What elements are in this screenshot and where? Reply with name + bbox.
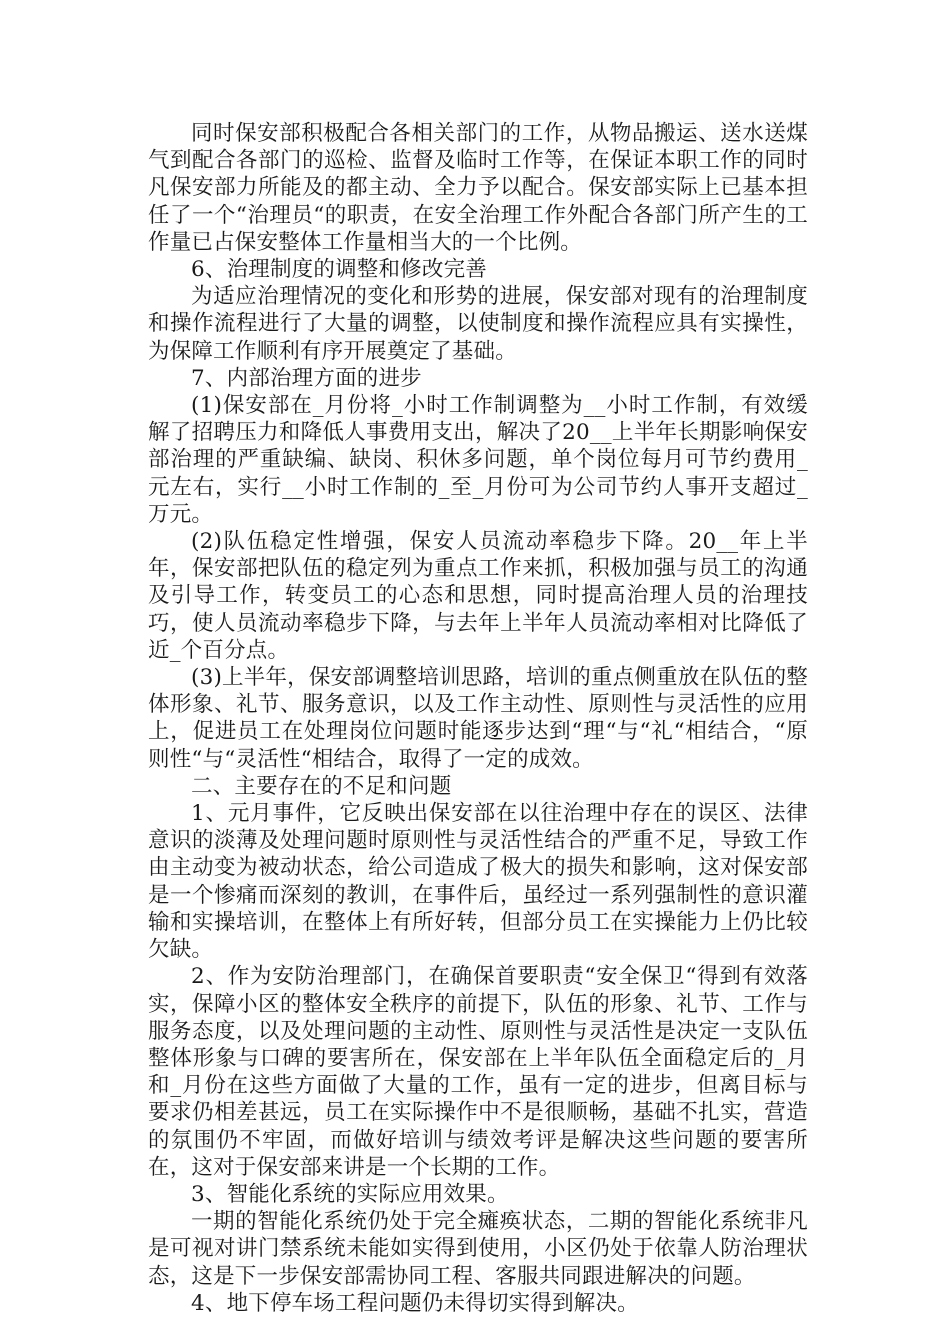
paragraph-training: (3)上半年，保安部调整培训思路，培训的重点侧重放在队伍的整体形象、礼节、服务意识，以及工作主动性、原则性与灵活性的应用上，促进员工在处理岗位问题时能逐步达到“理“与“礼“相结合，“原则性“与“灵活性“相结合，取得了一定的成效。 xyxy=(148,665,808,772)
paragraph-issue-3: 一期的智能化系统仍处于完全瘫痪状态，二期的智能化系统非凡是可视对讲门禁系统未能如实得到使用，小区仍处于依靠人防治理状态，这是下一步保安部需协同工程、客服共同跟进解决的问题。 xyxy=(148,1209,808,1289)
paragraph-issue-2: 2、作为安防治理部门，在确保首要职责“安全保卫“得到有效落实，保障小区的整体安全秩序的前提下，队伍的形象、礼节、工作与服务态度，以及处理问题的主动性、原则性与灵活性是决定一支队伍整体形象与口碑的要害所在，保安部在上半年队伍全面稳定后的_月和_月份在这些方面做了大量的工作，虽有一定的进步，但离目标与要求仍相差甚远，员工在实际操作中不是很顺畅，基础不扎实，营造的氛围仍不牢固，而做好培训与绩效考评是解决这些问题的要害所在，这对于保安部来讲是一个长期的工作。 xyxy=(148,964,808,1180)
heading-issue-3: 3、智能化系统的实际应用效果。 xyxy=(191,1181,509,1207)
paragraph-cooperation: 同时保安部积极配合各相关部门的工作，从物品搬运、送水送煤气到配合各部门的巡检、监督及临时工作等，在保证本职工作的同时凡保安部力所能及的都主动、全力予以配合。保安部实际上已基本担任了一个“治理员“的职责，在安全治理工作外配合各部门所产生的工作量已占保安整体工作量相当大的一个比例。 xyxy=(148,121,808,255)
paragraph-work-hours: (1)保安部在_月份将_小时工作制调整为__小时工作制，有效缓解了招聘压力和降低人事费用支出，解决了20__上半年长期影响保安部治理的严重缺编、缺岗、积休多问题，单个岗位每月可节约费用_元左右，实行__小时工作制的_至_月份可为公司节约人事开支超过_万元。 xyxy=(148,393,808,527)
heading-section-2: 二、主要存在的不足和问题 xyxy=(191,773,452,799)
document-page xyxy=(148,120,808,1317)
paragraph-system-adjustment: 为适应治理情况的变化和形势的进展，保安部对现有的治理制度和操作流程进行了大量的调整，以使制度和操作流程应具有实操性，为保障工作顺利有序开展奠定了基础。 xyxy=(148,284,808,364)
paragraph-issue-1: 1、元月事件，它反映出保安部在以往治理中存在的误区、法律意识的淡薄及处理问题时原则性与灵活性结合的严重不足，导致工作由主动变为被动状态，给公司造成了极大的损失和影响，这对保安部是一个惨痛而深刻的教训，在事件后，虽经过一系列强制性的意识灌输和实操培训，在整体上有所好转，但部分员工在实操能力上仍比较欠缺。 xyxy=(148,801,808,963)
paragraph-issue-4: 4、地下停车场工程问题仍未得切实得到解决。 xyxy=(191,1290,639,1316)
paragraph-team-stability: (2)队伍稳定性增强，保安人员流动率稳步下降。20__年上半年，保安部把队伍的稳定列为重点工作来抓，积极加强与员工的沟通及引导工作，转变员工的心态和思想，同时提高治理人员的治理技巧，使人员流动率稳步下降，与去年上半年人员流动率相对比降低了近_个百分点。 xyxy=(148,529,808,663)
heading-item-7: 7、内部治理方面的进步 xyxy=(191,365,422,391)
heading-item-6: 6、治理制度的调整和修改完善 xyxy=(191,257,487,283)
